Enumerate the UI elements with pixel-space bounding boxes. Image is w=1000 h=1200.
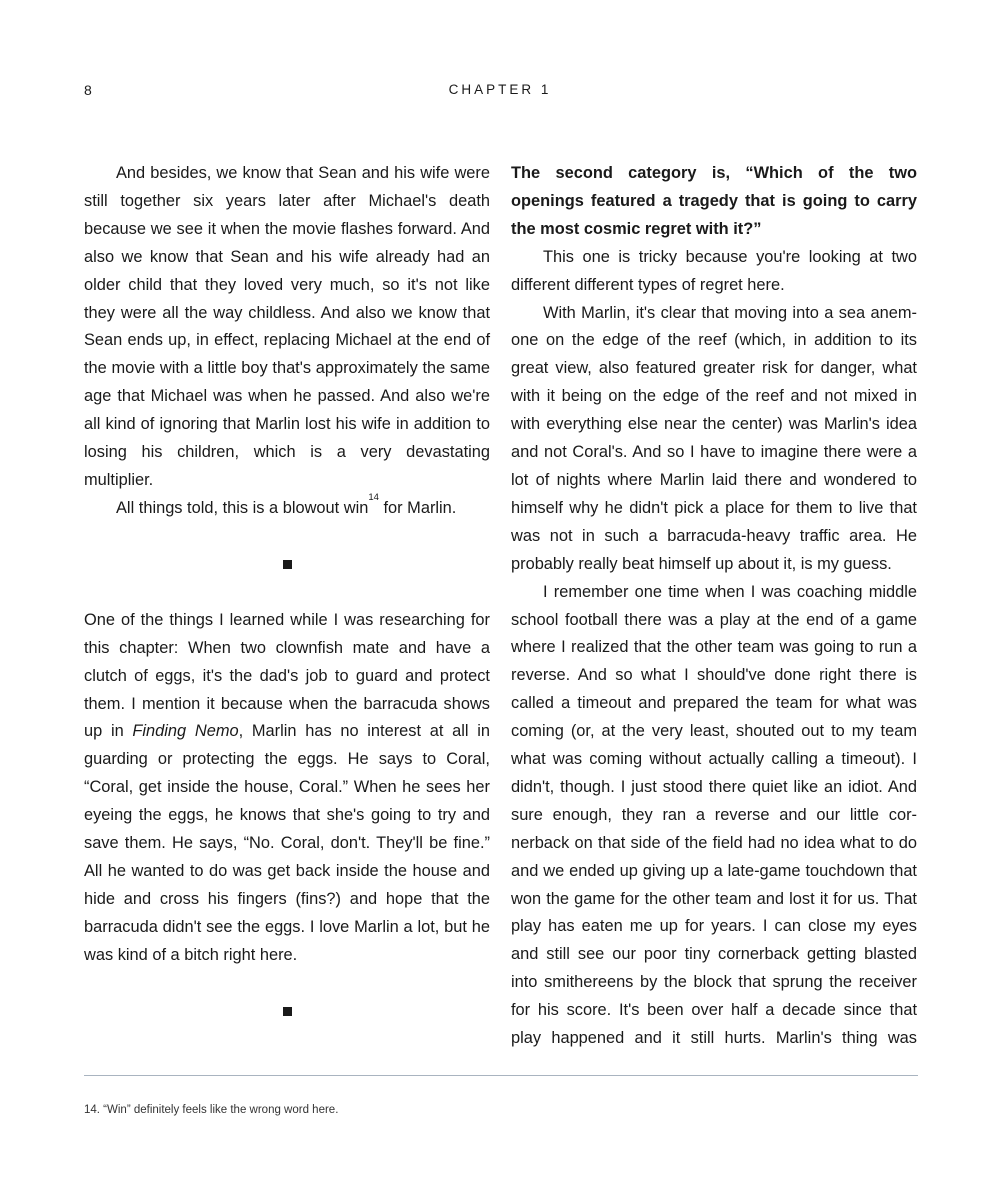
paragraph-football: I remember one time when I was coaching middle school football there was a play at the end of a game where I realized that the other team was going to run a reverse. And so what I should've done right there is called a timeout and prepared the team for what was coming (or, at the very least, shouted out to my team what was coming without actually calling a timeout). I didn't, though. I just stood there quiet like an idiot. And sure enough, they ran a reverse and our little cornerback on that side of the field had no idea what to do and we ended up giving up a late-game touchdown that won the game for the other team and lost it for us. That play has eaten me up for years. I can close my eyes and still see our poor tiny cornerback getting blasted into smithereens by the block that sprung the receiver for his score. It's been over half a decade since that play happened and it still hurts. Marlin's thing was — [511, 582, 917, 1048]
paragraph-text: All things told, this is a blowout win — [116, 498, 369, 517]
footnote-14: 14. “Win” definitely feels like the wrong word here. — [84, 1104, 339, 1116]
paragraph-clownfish — [84, 607, 490, 970]
square-bullet-icon — [283, 1007, 292, 1016]
paragraph-text: for Marlin. — [378, 498, 457, 517]
paragraph-sean-comparison: And besides, we know that Sean and his wife were still together six years later after Michael's death because we see it when the movie flashes forward. And also we know that Sean and his wife already had an older child that they loved very much, so it's not like they were all the way childless. And also we know that Sean ends up, in effect, replacing Michael at the end of the movie with a little boy that's approximately the same age that Michael was when he passed. And also we're all kind of ignoring that Marlin lost his wife in addition to losing his children, which is a very devastating multiplier. — [84, 164, 490, 489]
paragraph-text: , Marlin has no interest at all in guarding or protecting the eggs. He says to Coral, “Coral, get inside the house, Coral.” When he sees her eyeing the eggs, he knows that she's going to try and save them. He says, “No. Coral, don't. They'll be fine.” All he wanted to do was get back inside the house and hide and cross his fingers (fins?) and hope that the barracuda didn't see the eggs. I love Marlin a lot, but he was kind of a bitch right here. — [84, 722, 490, 964]
square-bullet-icon — [283, 560, 292, 569]
left-column — [84, 160, 490, 1054]
paragraph-tricky: This one is tricky because you're looking at two different different types of regret here. — [511, 247, 917, 294]
paragraph-text: One of the things I learned while I was researching for this chapter: When two clownfish mate and have a clutch of eggs, it's the dad's job to guard and protect them. I mention it because when the barracuda shows up in — [84, 610, 490, 741]
running-header — [84, 80, 916, 104]
page-number: 8 — [84, 82, 93, 98]
section-heading: The second category is, “Which of the two openings featured a tragedy that is going to carry the most cosmic regret with it?” — [511, 164, 917, 238]
section-break-ornament — [84, 551, 490, 579]
right-column — [511, 160, 917, 1053]
footnote-divider — [84, 1075, 918, 1076]
paragraph-blowout-win — [84, 491, 490, 523]
footnote-reference[interactable]: 14 — [368, 491, 379, 503]
chapter-title: CHAPTER 1 — [448, 82, 552, 97]
movie-title: Finding Nemo — [132, 722, 239, 741]
paragraph-marlin-regret: With Marlin, it's clear that moving into a sea anemone on the edge of the reef (which, in addition to its great view, also featured greater risk for danger, what with it being on the edge of the reef and not mixed in with everything else near the center) was Marlin's idea and not Coral's. And so I have to imagine there were a lot of nights where Marlin laid there and wondered to himself why he didn't pick a place for them to live that was not in such a barracuda-heavy traffic area. He probably really beat himself up about it, is my guess. — [511, 303, 917, 573]
section-break-ornament — [84, 998, 490, 1026]
